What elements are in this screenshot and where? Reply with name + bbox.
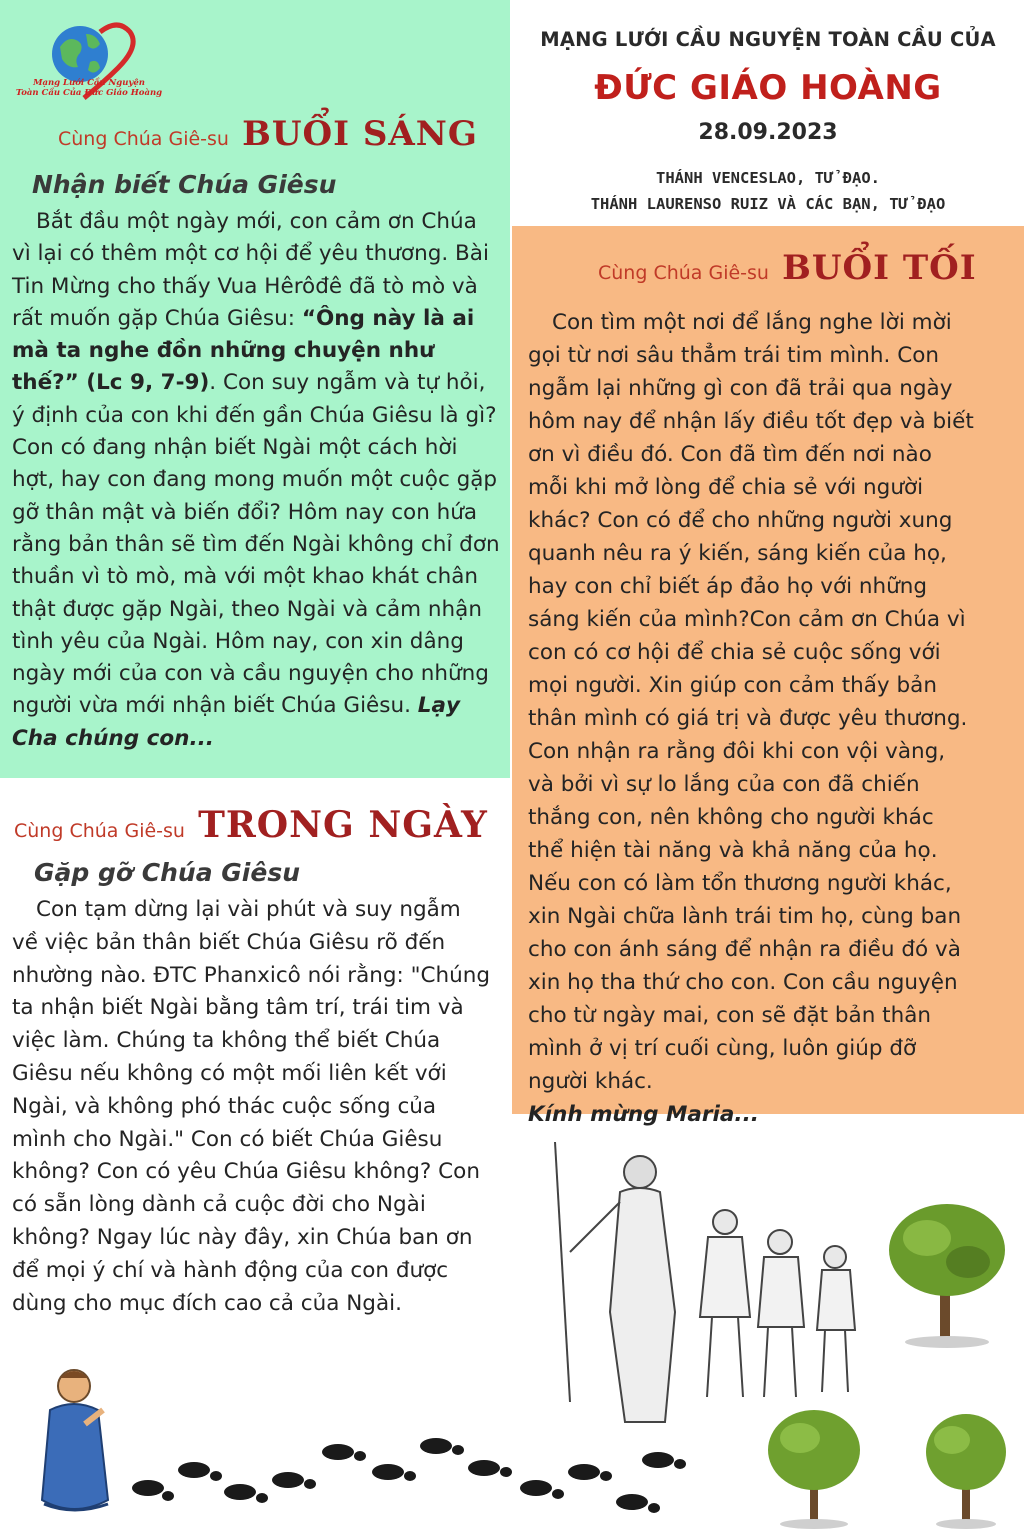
day-text: Con tạm dừng lại vài phút và suy ngẫm về việc bản thân biết Chúa Giêsu rõ đến nhường nào. ĐTC Phanxicô nói rằng: "Chúng ta nhận biết Ngài bằng tâm trí, trái tim và việc làm. Chúng ta không thể biết Chúa Giêsu nếu không có một mối liên kết với Ngài, và không phó thác cuộc sống của mình cho Ngài." Con có biết Chúa Giêsu không? Con có yêu Chúa Giêsu không? Con có sẵn lòng dành cả cuộc đời cho Ngài không? Ngay lúc này đây, xin Chúa ban ơn để mọi ý chí và hành động của con được dùng cho mục đích cao cả của Ngài. [12,897,491,1316]
morning-body [12,206,500,755]
evening-title: BUỔI TỐI [782,248,977,288]
evening-heading [598,248,977,288]
tree-icon-small-left [760,1400,870,1530]
day-heading [14,804,488,846]
logo-caption-line1: Mạng Lưới Cầu Nguyện [33,78,145,88]
morning-heading [58,114,478,154]
tree-icon-small-right [916,1404,1016,1529]
day-title: TRONG NGÀY [198,804,488,846]
praying-man-illustration [30,1364,120,1524]
morning-title: BUỔI SÁNG [242,114,478,154]
saint-line1: THÁNH VENCESLAO, TỬ ĐẠO. [656,169,880,187]
pope-title: ĐỨC GIÁO HOÀNG [594,68,942,108]
tree-icon [882,1188,1012,1348]
evening-text: Con tìm một nơi để lắng nghe lời mời gọi từ nơi sâu thẳm trái tim mình. Con ngẫm lại những gì con đã trải qua ngày hôm nay để nhận lấy điều tốt đẹp và biết ơn vì điều đó. Con đã tìm đến nơi nào mỗi khi mở lòng để chia sẻ với người khác? Con có để cho những người xung quanh nêu ra ý kiến, sáng kiến của họ, hay con chỉ biết áp đảo họ với những sáng kiến của mình?Con cảm ơn Chúa vì con có cơ hội để chia sẻ cuộc sống với mọi người. Xin giúp con cảm thấy bản thân mình có giá trị và được yêu thương. Con nhận ra rằng đôi khi con vội vàng, và bởi vì sự lo lắng của con đã chiến thắng con, nên không cho người khác thể hiện tài năng và khả năng của họ. Nếu con có làm tổn thương người khác, xin Ngài chữa lành trái tim họ, cùng ban cho con ánh sáng để nhận ra điều đó và xin họ tha thứ cho con. Con cầu nguyện cho từ ngày mai, con sẽ đặt bản thân mình ở vị trí cuối cùng, luôn giúp đỡ người khác. [528,310,974,1094]
evening-closing: Kính mừng Maria... [528,1102,759,1127]
evening-prefix: Cùng Chúa Giê-su [598,262,769,284]
network-title: MẠNG LƯỚI CẦU NGUYỆN TOÀN CẦU CỦA [540,28,996,51]
morning-text-b: . Con suy ngẫm và tự hỏi, ý định của con khi đến gần Chúa Giêsu là gì? Con có đang nhận biết Ngài một cách hời hợt, hay con đang mong muốn một cuộc gặp gỡ thân mật và biến đổi? Hôm nay con hứa rằng bản thân sẽ tìm đến Ngài không chỉ đơn thuần vì tò mò, mà với một khao khát chân thật được gặp Ngài, theo Ngài và cảm nhận tình yêu của Ngài. Hôm nay, con xin dâng ngày mới của con và cầu nguyện cho những người vừa mới nhận biết Chúa Giêsu. [12,370,500,719]
day-body [12,894,492,1320]
jesus-walking-illustration [540,1132,870,1422]
logo-caption [14,78,164,98]
day-prefix: Cùng Chúa Giê-su [14,820,185,842]
morning-prefix: Cùng Chúa Giê-su [58,128,229,150]
morning-closing: Lạy Cha chúng con... [12,693,460,751]
footprints-icon [128,1410,688,1520]
morning-panel [0,0,510,778]
logo-caption-line2: Toàn Cầu Của Đức Giáo Hoàng [15,88,163,98]
evening-panel [512,226,1024,1127]
evening-body [528,306,974,1131]
saint-line2: THÁNH LAURENSO RUIZ VÀ CÁC BẠN, TỬ ĐẠO [590,195,946,213]
morning-text-a: Bắt đầu một ngày mới, con cảm ơn Chúa vì lại có thêm một cơ hội để yêu thương. Bài Tin Mừng cho thấy Vua Hêrôđê đã tò mò và rất muốn gặp Chúa Giêsu: [12,209,489,331]
morning-subtitle: Nhận biết Chúa Giêsu [32,170,337,199]
day-subtitle: Gặp gỡ Chúa Giêsu [34,858,301,887]
date-label: 28.09.2023 [698,120,838,145]
morning-text-bold: “Ông này là ai mà ta nghe đồn những chuyện như thế?” (Lc 9, 7-9) [12,305,475,396]
saint-of-day [512,165,1024,217]
